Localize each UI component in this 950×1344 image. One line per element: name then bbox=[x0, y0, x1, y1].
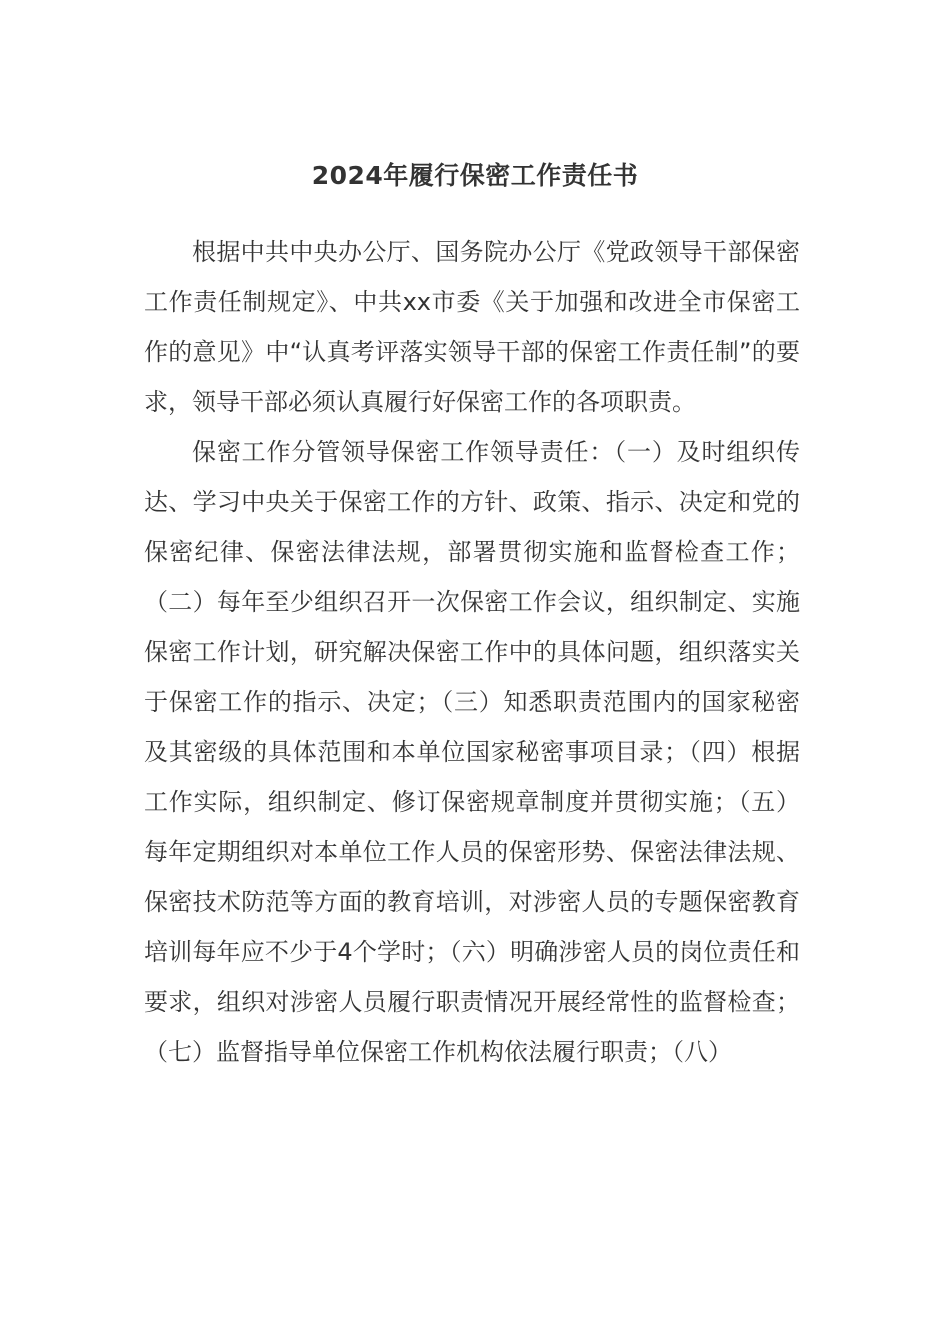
paragraph-responsibilities: 保密工作分管领导保密工作领导责任：（一）及时组织传达、学习中央关于保密工作的方针、政策、指示、决定和党的保密纪律、保密法律法规，部署贯彻实施和监督检查工作；（二）每年至少组织召开一次保密工作会议，组织制定、实施保密工作计划，研究解决保密工作中的具体问题，组织落实关于保密工作的指示、决定；（三）知悉职责范围内的国家秘密及其密级的具体范围和本单位国家秘密事项目录；（四）根据工作实际，组织制定、修订保密规章制度并贯彻实施；（五）每年定期组织对本单位工作人员的保密形势、保密法律法规、保密技术防范等方面的教育培训，对涉密人员的专题保密教育培训每年应不少于4个学时；（六）明确涉密人员的岗位责任和要求，组织对涉密人员履行职责情况开展经常性的监督检查；（七）监督指导单位保密工作机构依法履行职责；（八） bbox=[144, 438, 800, 1066]
document-body bbox=[144, 227, 800, 1077]
document-title: 2024年履行保密工作责任书 bbox=[311, 161, 639, 190]
paragraph-intro: 根据中共中央办公厅、国务院办公厅《党政领导干部保密工作责任制规定》、中共xx市委《关于加强和改进全市保密工作的意见》中“认真考评落实领导干部的保密工作责任制”的要求，领导干部必须认真履行好保密工作的各项职责。 bbox=[144, 238, 800, 416]
